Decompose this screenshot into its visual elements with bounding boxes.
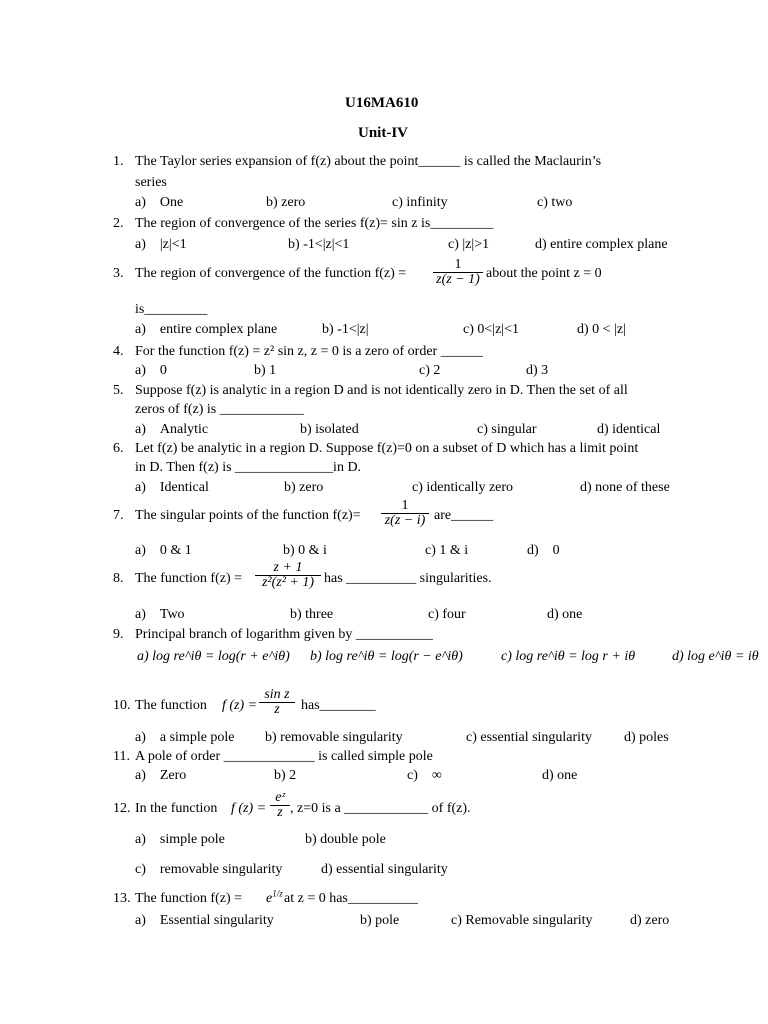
q12-fraction — [270, 791, 290, 820]
q8-stem-post: has __________ singularities. — [324, 571, 492, 586]
unit-title: Unit-IV — [358, 125, 409, 141]
q3-stem-post: about the point z = 0 — [486, 266, 602, 281]
q1-option-b: b) zero — [266, 195, 306, 210]
q6-option-a: a) Identical — [135, 480, 209, 495]
q8-fraction — [255, 561, 321, 590]
q3-stem-line2: is_________ — [135, 302, 208, 317]
q10-fraction-denominator: z — [259, 702, 295, 717]
q1-number: 1. — [113, 154, 124, 169]
q9-option-c: c) log re^iθ = log r + iθ — [501, 649, 636, 664]
q5-stem-line2: zeros of f(z) is ____________ — [135, 402, 304, 417]
q3-option-a: a) entire complex plane — [135, 322, 278, 337]
q10-function-label: f (z) = — [222, 698, 258, 713]
q4-option-c: c) 2 — [419, 363, 441, 378]
q12-fraction-denominator: z — [270, 805, 290, 820]
q6-stem-line2: in D. Then f(z) is ______________in D. — [135, 460, 362, 475]
q1-stem: The Taylor series expansion of f(z) about the point______ is called the Maclaurin’s — [135, 154, 602, 169]
q12-option-a: a) simple pole — [135, 832, 225, 847]
q7-option-a: a) 0 & 1 — [135, 543, 192, 558]
q5-option-a: a) Analytic — [135, 422, 209, 437]
q4-number: 4. — [113, 344, 124, 359]
q11-option-c: c) ∞ — [407, 768, 442, 783]
q12-fraction-numerator: eᶻ — [275, 790, 285, 805]
q2-option-d: d) entire complex plane — [535, 237, 668, 252]
q4-option-d: d) 3 — [526, 363, 549, 378]
q2-option-b: b) -1<|z|<1 — [288, 237, 350, 252]
q10-stem-post: has________ — [301, 698, 376, 713]
q2-number: 2. — [113, 216, 124, 231]
q13-number: 13. — [113, 891, 131, 906]
q3-fraction — [433, 258, 483, 287]
q13-option-a: a) Essential singularity — [135, 913, 274, 928]
q1-option-c: c) infinity — [392, 195, 448, 210]
q1-option-d: c) two — [537, 195, 573, 210]
q3-option-c: c) 0<|z|<1 — [463, 322, 519, 337]
q6-option-c: c) identically zero — [412, 480, 514, 495]
q12-stem: In the function — [135, 801, 218, 816]
q6-option-b: b) zero — [284, 480, 324, 495]
q7-fraction-denominator: z(z − i) — [381, 513, 429, 528]
q8-option-b: b) three — [290, 607, 334, 622]
q5-option-b: b) isolated — [300, 422, 359, 437]
q5-option-d: d) identical — [597, 422, 661, 437]
q5-option-c: c) singular — [477, 422, 537, 437]
q8-fraction-numerator: z + 1 — [273, 560, 303, 575]
q13-stem-post: at z = 0 has__________ — [284, 891, 418, 906]
q7-fraction — [381, 499, 429, 528]
q11-number: 11. — [113, 749, 130, 764]
q7-stem-post: are______ — [434, 508, 494, 523]
q7-option-b: b) 0 & i — [283, 543, 327, 558]
q7-number: 7. — [113, 508, 124, 523]
q8-stem: The function f(z) = — [135, 571, 243, 586]
q1-option-a: a) One — [135, 195, 184, 210]
q5-number: 5. — [113, 383, 124, 398]
q13-expression — [266, 888, 283, 907]
q2-option-c: c) |z|>1 — [448, 237, 490, 252]
q7-fraction-numerator: 1 — [401, 498, 409, 513]
q7-option-d: d) 0 — [527, 543, 560, 558]
q10-option-b: b) removable singularity — [265, 730, 403, 745]
q8-option-d: d) one — [547, 607, 583, 622]
q2-option-a: a) |z|<1 — [135, 237, 187, 252]
q10-stem: The function — [135, 698, 207, 713]
q13-option-b: b) pole — [360, 913, 400, 928]
q3-stem: The region of convergence of the function f(z) = — [135, 266, 407, 281]
q12-option-d: d) essential singularity — [321, 862, 448, 877]
q4-option-a: a) 0 — [135, 363, 167, 378]
q4-option-b: b) 1 — [254, 363, 277, 378]
q10-fraction-numerator: sin z — [264, 687, 290, 702]
q8-option-a: a) Two — [135, 607, 185, 622]
q10-number: 10. — [113, 698, 131, 713]
q11-option-d: d) one — [542, 768, 578, 783]
q12-option-c: c) removable singularity — [135, 862, 283, 877]
q9-option-b: b) log re^iθ = log(r − e^iθ) — [310, 649, 463, 664]
q13-option-c: c) Removable singularity — [451, 913, 593, 928]
q11-option-b: b) 2 — [274, 768, 297, 783]
q13-stem: The function f(z) = — [135, 891, 243, 906]
q10-option-a: a) a simple pole — [135, 730, 235, 745]
q13-expression-base: e — [266, 891, 273, 906]
q3-number: 3. — [113, 266, 124, 281]
q12-stem-post: , z=0 is a ____________ of f(z). — [290, 801, 471, 816]
q3-fraction-denominator: z(z − 1) — [433, 272, 483, 287]
q6-number: 6. — [113, 441, 124, 456]
q6-option-d: d) none of these — [580, 480, 670, 495]
q9-stem: Principal branch of logarithm given by ___________ — [135, 627, 433, 642]
q8-fraction-denominator: z²(z² + 1) — [255, 575, 321, 590]
q11-stem: A pole of order _____________ is called simple pole — [135, 749, 433, 764]
q10-fraction — [259, 688, 295, 717]
q7-option-c: c) 1 & i — [425, 543, 469, 558]
q9-number: 9. — [113, 627, 124, 642]
q12-number: 12. — [113, 801, 131, 816]
q11-option-a: a) Zero — [135, 768, 187, 783]
q12-function-label: f (z) = — [231, 801, 267, 816]
course-code: U16MA610 — [345, 95, 419, 111]
q6-stem: Let f(z) be analytic in a region D. Suppose f(z)=0 on a subset of D which has a limit point — [135, 441, 639, 456]
q9-option-d: d) log e^iθ = iθ — [672, 649, 759, 664]
q13-expression-exponent: 1/z — [272, 888, 283, 899]
q8-number: 8. — [113, 571, 124, 586]
q2-stem: The region of convergence of the series f(z)= sin z is_________ — [135, 216, 494, 231]
q10-option-c: c) essential singularity — [466, 730, 592, 745]
q4-stem: For the function f(z) = z² sin z, z = 0 is a zero of order ______ — [135, 344, 483, 359]
q12-option-b: b) double pole — [305, 832, 386, 847]
q10-option-d: d) poles — [624, 730, 669, 745]
q7-stem: The singular points of the function f(z)= — [135, 508, 361, 523]
q9-option-a: a) log re^iθ = log(r + e^iθ) — [137, 649, 290, 664]
q3-fraction-numerator: 1 — [454, 257, 462, 272]
q13-option-d: d) zero — [630, 913, 670, 928]
q3-option-d: d) 0 < |z| — [577, 322, 626, 337]
q5-stem: Suppose f(z) is analytic in a region D and is not identically zero in D. Then the set of all — [135, 383, 628, 398]
q1-stem-line2: series — [135, 175, 167, 190]
q8-option-c: c) four — [428, 607, 466, 622]
q3-option-b: b) -1<|z| — [322, 322, 369, 337]
